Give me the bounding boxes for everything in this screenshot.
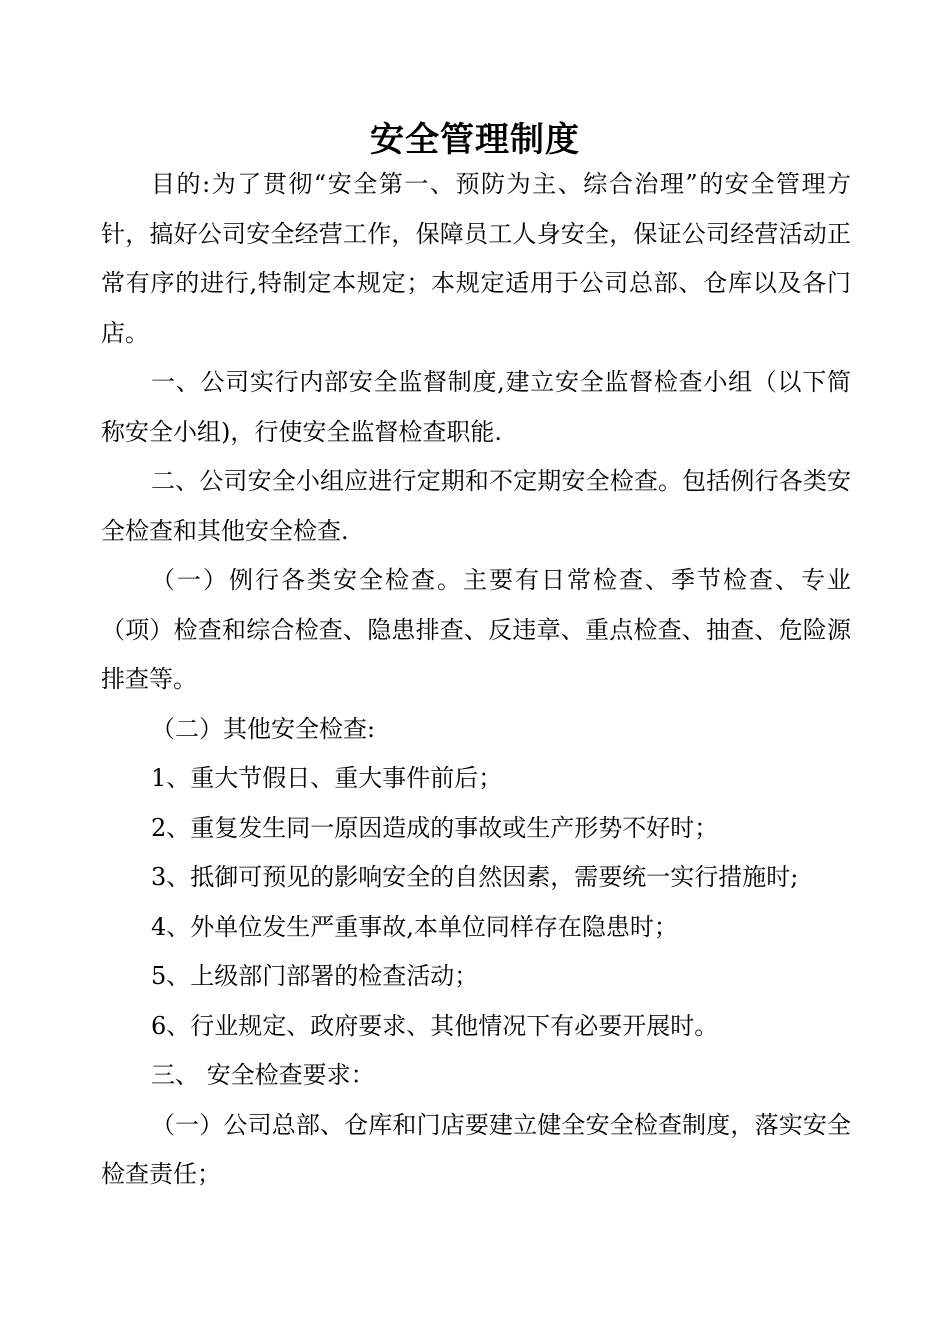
list-item: 3、抵御可预见的影响安全的自然因素，需要统一实行措施时;: [151, 863, 799, 891]
paragraph-section-2: 二、公司安全小组应进行定期和不定期安全检查。包括例行各类安全检查和其他安全检查.: [101, 467, 851, 545]
list-item: 6、行业规定、政府要求、其他情况下有必要开展时。: [151, 1011, 719, 1040]
list-item: 1、重大节假日、重大事件前后；: [151, 764, 503, 792]
list-item: 4、外单位发生严重事故,本单位同样存在隐患时；: [151, 912, 678, 941]
document-body: [101, 160, 851, 1200]
document-title: 安全管理制度: [370, 120, 580, 160]
paragraph-subsection-3-1: （一）公司总部、仓库和门店要建立健全安全检查制度，落实安全检查责任；: [101, 1110, 851, 1188]
paragraph-section-1: 一、公司实行内部安全监督制度,建立安全监督检查小组（以下简称安全小组)，行使安全监督检查职能.: [101, 368, 851, 446]
list-item: 5、上级部门部署的检查活动；: [151, 962, 479, 990]
paragraph-subsection-2-1: （一）例行各类安全检查。主要有日常检查、季节检查、专业（项）检查和综合检查、隐患排查、反违章、重点检查、抽查、危险源排查等。: [101, 566, 851, 693]
paragraph-purpose: 目的:为了贯彻“安全第一、预防为主、综合治理”的安全管理方针，搞好公司安全经营工作，保障员工人身安全，保证公司经营活动正常有序的进行,特制定本规定；本规定适用于公司总部、仓库以及各门店。: [101, 170, 851, 347]
paragraph-subsection-2-2: （二）其他安全检查:: [151, 714, 376, 743]
paragraph-section-3: 三、 安全检查要求：: [151, 1061, 375, 1089]
list-item: 2、重复发生同一原因造成的事故或生产形势不好时；: [151, 813, 719, 842]
